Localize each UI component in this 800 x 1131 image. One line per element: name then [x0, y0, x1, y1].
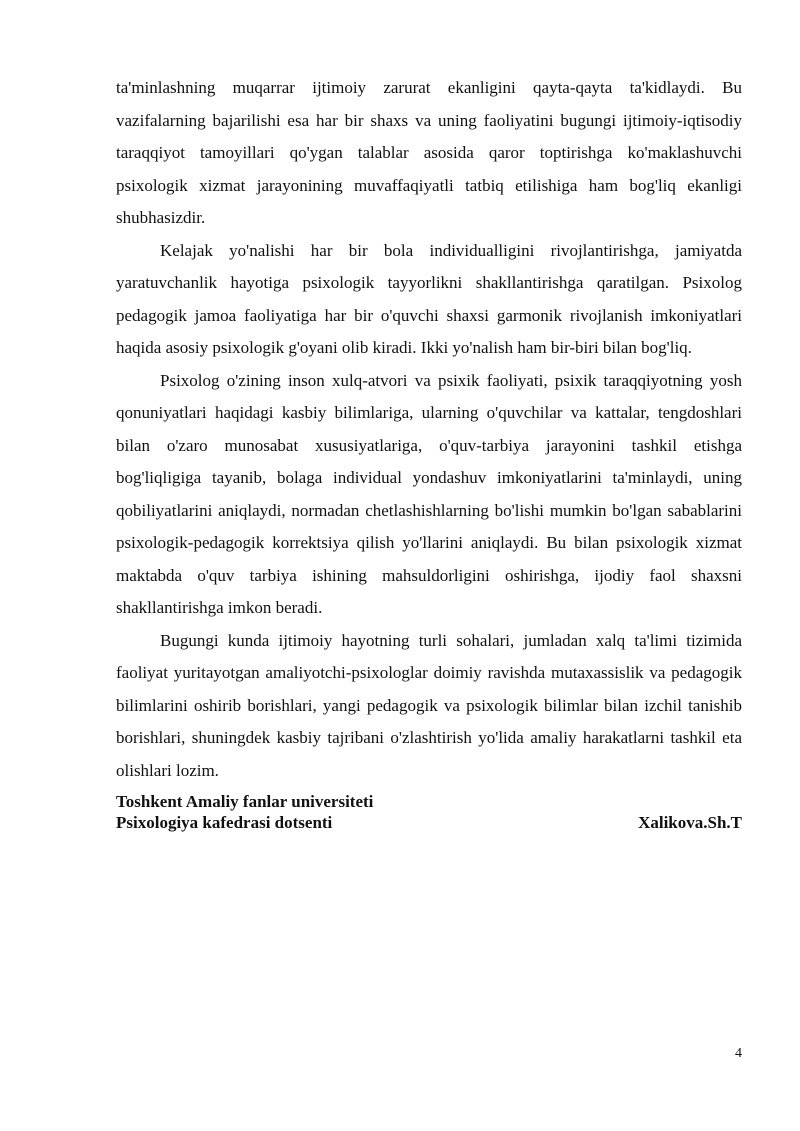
paragraph-4: Bugungi kunda ijtimoiy hayotning turli sohalari, jumladan xalq ta'limi tizimida faoliyat yuritayotgan amaliyotchi-psixologlar doimiy ravishda mutaxassislik va pedagogik bilimlarini oshirib borishlari, yangi pedagogik va psixologik bilimlar bilan izchil tanishib borishlari, shuningdek kasbiy tajribani o'zlashtirish yo'lida amaliy harakatlarni tashkil eta olishlari lozim.: [116, 630, 742, 780]
paragraph-2: Kelajak yo'nalishi har bir bola individualligini rivojlantirishga, jamiyatda yaratuvchanlik hayotiga psixologik tayyorlikni shakllantirishga qaratilgan. Psixolog pedagogik jamoa faoliyatiga har bir o'quvchi shaxsi garmonik rivojlanish imkoniyatlari haqida asosiy psixologik g'oyani olib kiradi. Ikki yo'nalish ham bir-biri bilan bog'liq.: [116, 240, 742, 357]
document-page: [116, 72, 742, 833]
paragraph-3: Psixolog o'zining inson xulq-atvori va psixik faoliyati, psixik taraqqiyotning yosh qonuniyatlari haqidagi kasbiy bilimlariga, ularning o'quvchilar va kattalar, tengdoshlari bilan o'zaro munosabat xususiyatlariga, o'quv-tarbiya jarayonini tashkil etishga bog'liqligiga tayanib, bolaga individual yondashuv imkoniyatlarini ta'minlaydi, uning qobiliyatlarini aniqlaydi, normadan chetlashishlarning bo'lishi mumkin bo'lgan sabablarini psixologik-pedagogik korrektsiya qilish yo'llarini aniqlaydi. Bu bilan psixologik xizmat maktabda o'quv tarbiya ishining mahsuldorligini oshirishga, ijodiy faol shaxsni shakllantirishga imkon beradi.: [116, 370, 742, 617]
signature-row: [116, 812, 742, 833]
page-number: 4: [735, 1046, 742, 1061]
signature-author: Xalikova.Sh.T: [638, 813, 742, 832]
signature-university: Toshkent Amaliy fanlar universiteti: [116, 792, 374, 811]
signature-position: Psixologiya kafedrasi dotsenti: [116, 813, 333, 832]
paragraph-1: ta'minlashning muqarrar ijtimoiy zarurat ekanligini qayta-qayta ta'kidlaydi. Bu vazifalarning bajarilishi esa har bir shaxs va uning faoliyatini bugungi ijtimoiy-iqtisodiy taraqqiyot tamoyillari qo'ygan talablar asosida qaror toptirishga ko'maklashuvchi psixologik xizmat jarayonining muvaffaqiyatli tatbiq etilishiga ham bog'liq ekanligi shubhasizdir.: [116, 78, 742, 227]
signature-block: [116, 791, 742, 833]
